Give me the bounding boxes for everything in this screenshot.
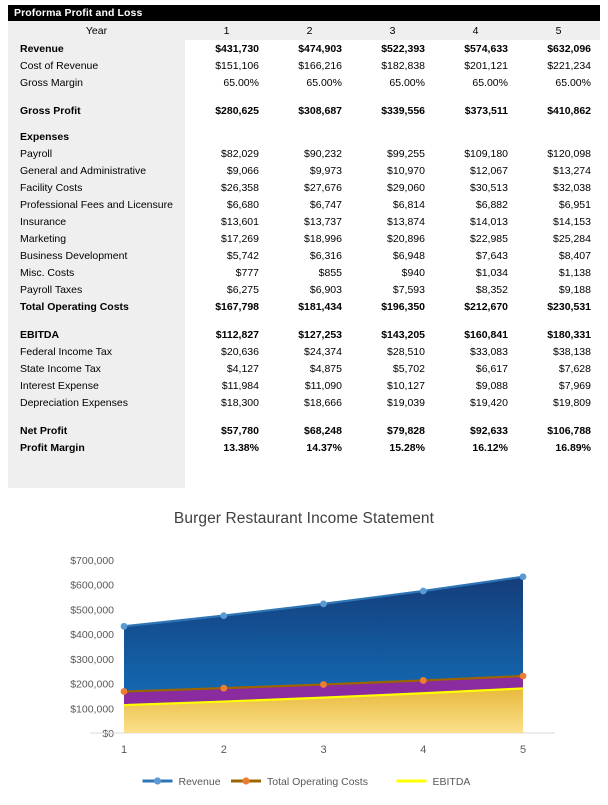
- row-value-year-3: $182,838: [381, 59, 425, 72]
- row-value-year-4: [434, 128, 517, 145]
- y-axis-tick-label: $200,000: [70, 678, 114, 691]
- row-value-year-5: 65.00%: [555, 76, 591, 89]
- row-label: Misc. Costs: [20, 266, 75, 279]
- row-label: Cost of Revenue: [20, 59, 99, 72]
- table-spacer-cell: [8, 119, 600, 128]
- row-value-year-5: $632,096: [547, 42, 591, 55]
- row-value-year-4: $7,643: [475, 249, 508, 262]
- row-value-year-4: $160,841: [464, 328, 508, 341]
- table-row: [8, 40, 600, 57]
- sheet-title-bar: Proforma Profit and Loss: [8, 5, 600, 21]
- data-point-marker: [520, 673, 527, 680]
- row-value-year-5: $106,788: [547, 424, 591, 437]
- table-spacer-row: [8, 411, 600, 422]
- column-header-year-4: 4: [472, 24, 479, 37]
- row-value-year-3: $13,874: [387, 215, 425, 228]
- row-label: State Income Tax: [20, 362, 101, 375]
- row-value-year-4: $19,420: [470, 396, 508, 409]
- legend-item-revenue[interactable]: [143, 776, 221, 788]
- income-statement-chart: [0, 500, 608, 805]
- row-label: Expenses: [20, 130, 70, 143]
- row-value-year-1: $13,601: [221, 215, 259, 228]
- row-value-year-4: $9,088: [475, 379, 508, 392]
- table-row: [8, 247, 600, 264]
- row-value-year-2: $474,903: [298, 42, 342, 55]
- row-value-year-1: $5,742: [226, 249, 259, 262]
- table-row: [8, 360, 600, 377]
- table-row: [8, 74, 600, 91]
- legend-label: Revenue: [178, 776, 221, 788]
- row-value-year-4: $8,352: [475, 283, 508, 296]
- table-row: [8, 213, 600, 230]
- x-axis-tick-label: 5: [519, 744, 527, 756]
- row-value-year-3: 65.00%: [389, 76, 425, 89]
- row-value-year-2: $90,232: [304, 147, 342, 160]
- table-row: [8, 394, 600, 411]
- row-label: General and Administrative: [20, 164, 147, 177]
- legend-item-total-operating-costs[interactable]: [231, 776, 368, 788]
- row-value-year-1: $17,269: [221, 232, 259, 245]
- chart-canvas: [0, 500, 608, 805]
- row-value-year-5: $32,038: [553, 181, 591, 194]
- row-value-year-2: $181,434: [298, 300, 342, 313]
- row-value-year-5: $7,969: [558, 379, 591, 392]
- data-point-marker: [121, 688, 128, 695]
- row-value-year-5: $120,098: [547, 147, 591, 160]
- row-value-year-3: $29,060: [387, 181, 425, 194]
- data-point-marker: [420, 588, 427, 595]
- table-spacer-row: [8, 91, 600, 102]
- row-label: EBITDA: [20, 328, 60, 341]
- data-point-marker: [320, 600, 327, 607]
- y-axis-tick-label: $400,000: [70, 629, 114, 642]
- row-value-year-4: $30,513: [470, 181, 508, 194]
- row-value-year-4: $22,985: [470, 232, 508, 245]
- row-value-year-1: $431,730: [215, 42, 259, 55]
- row-value-year-1: $20,636: [221, 345, 259, 358]
- table-row: [8, 179, 600, 196]
- row-value-year-3: $99,255: [387, 147, 425, 160]
- row-value-year-1: 65.00%: [223, 76, 259, 89]
- row-value-year-1: $167,798: [215, 300, 259, 313]
- row-value-year-3: [351, 128, 434, 145]
- row-value-year-2: $4,875: [309, 362, 342, 375]
- row-value-year-1: $82,029: [221, 147, 259, 160]
- row-value-year-1: $26,358: [221, 181, 259, 194]
- row-value-year-1: $9,066: [226, 164, 259, 177]
- row-value-year-2: 14.37%: [306, 441, 342, 454]
- table-row: [8, 57, 600, 74]
- row-value-year-4: $212,670: [464, 300, 508, 313]
- row-value-year-3: $79,828: [387, 424, 425, 437]
- financial-table: [8, 21, 600, 456]
- row-label: Insurance: [20, 215, 67, 228]
- table-spacer-cell: [8, 411, 600, 422]
- table-row: [8, 422, 600, 439]
- row-label: Total Operating Costs: [20, 300, 129, 313]
- row-value-year-5: $1,138: [558, 266, 591, 279]
- row-label: Professional Fees and Licensure: [20, 198, 173, 211]
- row-label: Profit Margin: [20, 441, 85, 454]
- row-value-year-3: $28,510: [387, 345, 425, 358]
- row-value-year-5: $7,628: [558, 362, 591, 375]
- row-value-year-2: $11,090: [304, 379, 342, 392]
- legend-marker-icon: [154, 777, 161, 784]
- legend-marker-icon: [242, 777, 249, 784]
- row-value-year-2: $127,253: [298, 328, 342, 341]
- table-row: [8, 102, 600, 119]
- row-value-year-3: $7,593: [392, 283, 425, 296]
- row-value-year-5: $9,188: [558, 283, 591, 296]
- y-axis-tick-label: $0: [102, 728, 114, 740]
- data-point-marker: [420, 677, 427, 684]
- row-value-year-4: $12,067: [470, 164, 508, 177]
- row-value-year-4: $201,121: [464, 59, 508, 72]
- data-point-marker: [220, 612, 227, 619]
- row-value-year-5: $19,809: [553, 396, 591, 409]
- row-value-year-2: 65.00%: [306, 76, 342, 89]
- row-label: Revenue: [20, 42, 64, 55]
- row-value-year-2: $9,973: [309, 164, 342, 177]
- row-value-year-1: $6,680: [226, 198, 259, 211]
- row-value-year-4: 16.12%: [472, 441, 508, 454]
- table-row: [8, 145, 600, 162]
- row-value-year-5: [517, 128, 600, 145]
- row-value-year-4: $33,083: [470, 345, 508, 358]
- row-label: Payroll Taxes: [20, 283, 83, 296]
- row-value-year-1: $57,780: [221, 424, 259, 437]
- data-point-marker: [520, 573, 527, 580]
- table-row: [8, 230, 600, 247]
- y-axis-tick-label: $600,000: [70, 579, 114, 592]
- row-value-year-5: $8,407: [558, 249, 591, 262]
- row-value-year-1: $4,127: [226, 362, 259, 375]
- row-value-year-2: $18,666: [304, 396, 342, 409]
- table-row: [8, 298, 600, 315]
- x-axis-tick-label: 3: [320, 744, 327, 756]
- row-label: Gross Margin: [20, 76, 84, 89]
- row-value-year-1: $112,827: [215, 328, 259, 341]
- row-value-year-1: [185, 128, 268, 145]
- column-header-year: Year: [85, 24, 108, 37]
- row-value-year-5: $25,284: [553, 232, 591, 245]
- table-row: [8, 439, 600, 456]
- row-value-year-3: $20,896: [387, 232, 425, 245]
- y-axis-tick-label: $300,000: [70, 653, 114, 666]
- row-label: Business Development: [20, 249, 128, 262]
- legend-label: Total Operating Costs: [267, 776, 368, 788]
- row-value-year-2: $6,316: [309, 249, 342, 262]
- row-value-year-2: [268, 128, 351, 145]
- row-value-year-3: $940: [401, 266, 425, 279]
- row-value-year-2: $308,687: [298, 104, 342, 117]
- row-label: Marketing: [20, 232, 67, 245]
- row-value-year-4: $574,633: [464, 42, 508, 55]
- chart-title: Burger Restaurant Income Statement: [173, 510, 435, 527]
- column-header-year-5: 5: [555, 24, 562, 37]
- row-value-year-3: $19,039: [387, 396, 425, 409]
- row-value-year-2: $166,216: [298, 59, 342, 72]
- row-value-year-2: $24,374: [304, 345, 342, 358]
- row-value-year-2: $855: [318, 266, 342, 279]
- row-label: Depreciation Expenses: [20, 396, 128, 409]
- table-row: [8, 326, 600, 343]
- data-point-marker: [320, 681, 327, 688]
- row-label: Facility Costs: [20, 181, 83, 194]
- row-value-year-2: $6,747: [309, 198, 342, 211]
- row-value-year-4: 65.00%: [472, 76, 508, 89]
- table-row: [8, 196, 600, 213]
- y-axis-tick-label: $700,000: [70, 555, 114, 567]
- legend-label: EBITDA: [432, 776, 471, 788]
- table-spacer-row: [8, 315, 600, 326]
- table-spacer-cell: [8, 315, 600, 326]
- row-value-year-3: $143,205: [381, 328, 425, 341]
- row-value-year-4: $6,882: [475, 198, 508, 211]
- row-value-year-1: $777: [235, 266, 259, 279]
- row-value-year-1: $151,106: [215, 59, 259, 72]
- table-row: [8, 377, 600, 394]
- x-axis-tick-label: 4: [420, 744, 427, 756]
- row-value-year-5: $410,862: [547, 104, 591, 117]
- row-value-year-2: $18,996: [304, 232, 342, 245]
- table-row: [8, 343, 600, 360]
- row-value-year-1: 13.38%: [223, 441, 259, 454]
- row-value-year-4: $92,633: [470, 424, 508, 437]
- row-value-year-5: $13,274: [553, 164, 591, 177]
- row-value-year-4: $109,180: [464, 147, 508, 160]
- row-value-year-3: $6,814: [392, 198, 425, 211]
- table-header-row: [8, 21, 600, 40]
- y-axis-tick-label: $500,000: [70, 604, 114, 617]
- row-value-year-1: $6,275: [226, 283, 259, 296]
- row-value-year-2: $27,676: [304, 181, 342, 194]
- table-row: [8, 128, 600, 145]
- row-label: Net Profit: [20, 424, 68, 437]
- column-header-year-1: 1: [223, 24, 230, 37]
- y-axis-tick-label: $100,000: [70, 703, 114, 716]
- column-header-year-2: 2: [306, 24, 313, 37]
- row-label: Interest Expense: [20, 379, 99, 392]
- row-value-year-1: $18,300: [221, 396, 259, 409]
- row-value-year-5: $221,234: [547, 59, 591, 72]
- row-value-year-4: $6,617: [475, 362, 508, 375]
- row-value-year-2: $68,248: [304, 424, 342, 437]
- x-axis-tick-label: 2: [220, 744, 227, 756]
- row-value-year-3: $339,556: [381, 104, 425, 117]
- x-axis-tick-label: 1: [120, 744, 128, 756]
- table-row: [8, 162, 600, 179]
- row-value-year-1: $280,625: [215, 104, 259, 117]
- row-value-year-1: $11,984: [221, 379, 259, 392]
- table-row: [8, 281, 600, 298]
- row-value-year-4: $14,013: [470, 215, 508, 228]
- row-value-year-2: $6,903: [309, 283, 342, 296]
- row-value-year-5: $230,531: [547, 300, 591, 313]
- row-label: Federal Income Tax: [20, 345, 113, 358]
- row-value-year-5: $180,331: [547, 328, 591, 341]
- row-value-year-3: $5,702: [392, 362, 425, 375]
- data-point-marker: [220, 685, 227, 692]
- legend-item-ebitda[interactable]: [397, 776, 471, 788]
- data-point-marker: [121, 623, 128, 630]
- row-value-year-5: $38,138: [553, 345, 591, 358]
- row-value-year-5: 16.89%: [555, 441, 591, 454]
- table-spacer-cell: [8, 91, 600, 102]
- row-value-year-3: $196,350: [381, 300, 425, 313]
- row-value-year-5: $14,153: [553, 215, 591, 228]
- table-row: [8, 264, 600, 281]
- row-value-year-3: $6,948: [392, 249, 425, 262]
- row-value-year-3: $522,393: [381, 42, 425, 55]
- row-value-year-3: $10,127: [387, 379, 425, 392]
- row-value-year-4: $1,034: [475, 266, 508, 279]
- row-value-year-3: $10,970: [387, 164, 425, 177]
- row-value-year-2: $13,737: [304, 215, 342, 228]
- table-spacer-row: [8, 119, 600, 128]
- row-value-year-5: $6,951: [558, 198, 591, 211]
- column-header-year-3: 3: [389, 24, 396, 37]
- row-value-year-4: $373,511: [464, 104, 508, 117]
- row-label: Gross Profit: [20, 104, 81, 117]
- row-label: Payroll: [20, 147, 53, 160]
- row-value-year-3: 15.28%: [389, 441, 425, 454]
